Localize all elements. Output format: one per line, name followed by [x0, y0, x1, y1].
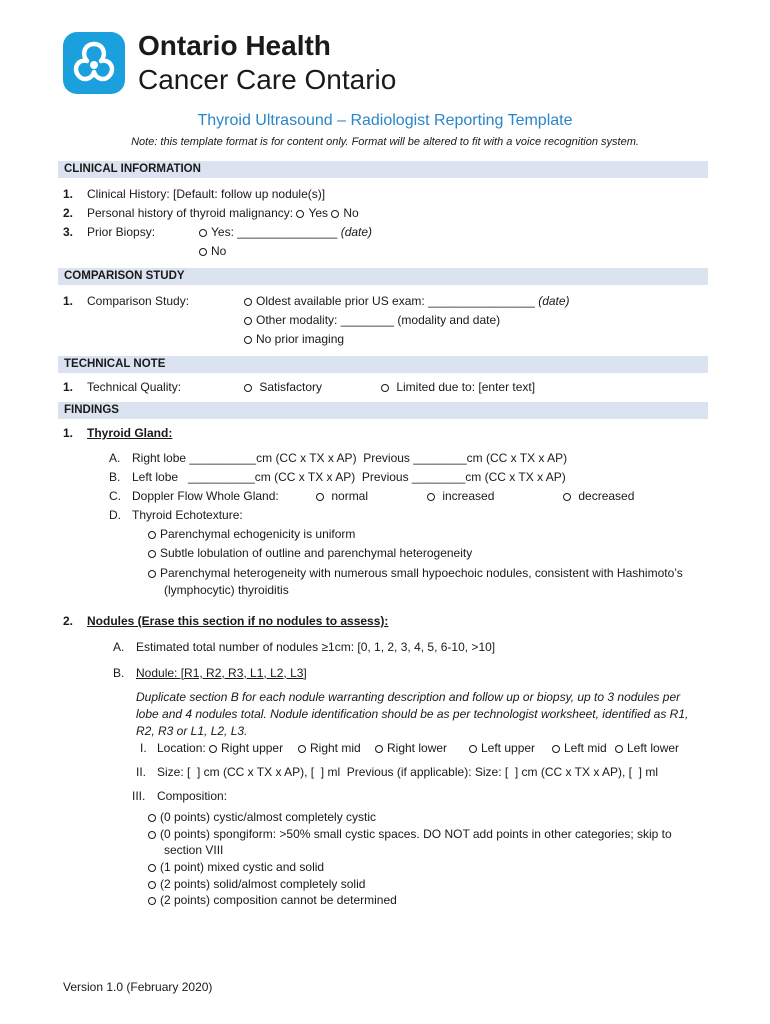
- item-number: 1.: [63, 294, 74, 308]
- radio-circle-icon: [552, 745, 560, 753]
- option-label: increased: [442, 489, 495, 503]
- radio-circle-icon: [148, 531, 156, 539]
- doppler-decreased-option[interactable]: [563, 489, 634, 503]
- sub-letter: C.: [109, 489, 121, 503]
- personal-history-yes-option[interactable]: [296, 206, 328, 220]
- radio-circle-icon: [148, 864, 156, 872]
- right-lobe-measurement: Right lobe __________cm (CC x TX x AP) Previous ________cm (CC x TX x AP): [132, 451, 568, 465]
- option-label: (2 points) composition cannot be determined: [160, 893, 397, 907]
- option-label: Right mid: [310, 741, 361, 755]
- option-label: (0 points) cystic/almost completely cystic: [160, 810, 377, 824]
- option-label: Yes: [308, 206, 329, 220]
- prior-biopsy-yes-option[interactable]: [199, 225, 372, 239]
- radio-circle-icon: [381, 384, 389, 392]
- echotexture-lobulation-option[interactable]: [148, 546, 472, 560]
- doppler-flow-label: Doppler Flow Whole Gland:: [132, 489, 279, 503]
- radio-circle-icon: [148, 550, 156, 558]
- radio-circle-icon: [563, 493, 571, 501]
- technical-limited-option[interactable]: [381, 380, 535, 394]
- radio-circle-icon: [296, 210, 304, 218]
- radio-circle-icon: [244, 384, 252, 392]
- option-label: (2 points) solid/almost completely solid: [160, 877, 366, 891]
- location-left-upper-option[interactable]: [469, 741, 535, 755]
- composition-spongiform-continued: section VIII: [164, 843, 224, 857]
- option-label: Yes: _______________: [211, 225, 338, 239]
- option-label: Right upper: [221, 741, 284, 755]
- nodules-heading: Nodules (Erase this section if no nodules to assess):: [87, 614, 389, 628]
- option-label: Left lower: [627, 741, 680, 755]
- section-findings: FINDINGS: [58, 402, 708, 419]
- composition-undetermined-option[interactable]: [148, 893, 397, 907]
- echotexture-label: Thyroid Echotexture:: [132, 508, 243, 522]
- item-number: 1.: [63, 426, 74, 440]
- composition-cystic-option[interactable]: [148, 810, 376, 824]
- location-right-upper-option[interactable]: [209, 741, 283, 755]
- option-label: Other modality: ________ (modality and date): [256, 313, 501, 327]
- brand-name: Ontario Health: [138, 30, 331, 61]
- nodule-size: Size: [ ] cm (CC x TX x AP), [ ] ml Previous (if applicable): Size: [ ] cm (CC x TX x AP), [ ] ml: [157, 765, 658, 779]
- estimated-nodules: Estimated total number of nodules ≥1cm: [0, 1, 2, 3, 4, 5, 6-10, >10]: [136, 640, 496, 654]
- radio-circle-icon: [244, 317, 252, 325]
- radio-circle-icon: [199, 229, 207, 237]
- radio-circle-icon: [148, 881, 156, 889]
- radio-circle-icon: [469, 745, 477, 753]
- composition-spongiform-option[interactable]: [148, 827, 672, 841]
- version-footer: Version 1.0 (February 2020): [63, 980, 213, 994]
- sub-letter: B.: [109, 470, 121, 484]
- option-label: Subtle lobulation of outline and parenchymal heterogeneity: [160, 546, 473, 560]
- location-row: [157, 741, 283, 755]
- thyroid-gland-heading: Thyroid Gland:: [87, 426, 173, 440]
- location-left-mid-option[interactable]: [552, 741, 607, 755]
- location-right-mid-option[interactable]: [298, 741, 361, 755]
- echotexture-uniform-option[interactable]: [148, 527, 355, 541]
- roman-numeral: II.: [136, 765, 147, 779]
- personal-history-question: [87, 206, 359, 220]
- doppler-normal-option[interactable]: [316, 489, 368, 503]
- echotexture-hashimoto-continued: (lymphocytic) thyroiditis: [164, 583, 289, 597]
- sub-letter: D.: [109, 508, 121, 522]
- option-label: No prior imaging: [256, 332, 345, 346]
- clinical-history: Clinical History: [Default: follow up nodule(s)]: [87, 187, 326, 201]
- item-number: 1.: [63, 187, 74, 201]
- technical-satisfactory-option[interactable]: [244, 380, 322, 394]
- section-comparison-study: COMPARISON STUDY: [58, 268, 708, 285]
- option-label: Left upper: [481, 741, 536, 755]
- option-label: (0 points) spongiform: >50% small cystic spaces. DO NOT add points in other categories; skip to: [160, 827, 672, 841]
- option-label: Satisfactory: [259, 380, 323, 394]
- composition-label: Composition:: [157, 789, 228, 803]
- option-label: (1 point) mixed cystic and solid: [160, 860, 325, 874]
- echotexture-hashimoto-option[interactable]: [148, 566, 683, 580]
- roman-numeral: I.: [140, 741, 147, 755]
- nodule-identifier: Nodule: [R1, R2, R3, L1, L2, L3]: [136, 666, 307, 680]
- section-technical-note: TECHNICAL NOTE: [58, 356, 708, 373]
- personal-history-no-option[interactable]: [331, 206, 358, 220]
- date-hint: (date): [340, 225, 373, 239]
- roman-numeral: III.: [132, 789, 146, 803]
- radio-circle-icon: [244, 336, 252, 344]
- radio-circle-icon: [615, 745, 623, 753]
- section-clinical-information: CLINICAL INFORMATION: [58, 161, 708, 178]
- duplicate-instructions: Duplicate section B for each nodule warranting description and follow up or biopsy, up to 3 nodules per lobe and 4 nodules total. Nodule identification should be as per technologist worksheet, identified as R1, R2, R3 or L1, L2, L3.: [136, 690, 689, 738]
- item-number: 2.: [63, 206, 74, 220]
- left-lobe-measurement: Left lobe __________cm (CC x TX x AP) Previous ________cm (CC x TX x AP): [132, 470, 566, 484]
- sub-letter: B.: [113, 666, 125, 680]
- radio-circle-icon: [209, 745, 217, 753]
- comparison-no-prior-option[interactable]: [244, 332, 344, 346]
- sub-letter: A.: [113, 640, 125, 654]
- radio-circle-icon: [316, 493, 324, 501]
- date-hint: (date): [538, 294, 570, 308]
- option-label: Parenchymal heterogeneity with numerous small hypoechoic nodules, consistent with Hashimoto’s: [160, 566, 683, 580]
- document-title: Thyroid Ultrasound – Radiologist Reporting Template: [197, 112, 573, 129]
- location-left-lower-option[interactable]: [615, 741, 679, 755]
- radio-circle-icon: [148, 831, 156, 839]
- option-label: Parenchymal echogenicity is uniform: [160, 527, 356, 541]
- ontario-trillium-logo-icon: [63, 32, 125, 94]
- radio-circle-icon: [148, 897, 156, 905]
- radio-circle-icon: [148, 814, 156, 822]
- composition-solid-option[interactable]: [148, 877, 365, 891]
- radio-circle-icon: [375, 745, 383, 753]
- sub-letter: A.: [109, 451, 121, 465]
- radio-circle-icon: [244, 298, 252, 306]
- option-label: Oldest available prior US exam: ________________: [256, 294, 535, 308]
- option-label: normal: [331, 489, 369, 503]
- option-label: decreased: [578, 489, 635, 503]
- location-right-lower-option[interactable]: [375, 741, 447, 755]
- location-label: Location:: [157, 741, 206, 755]
- item-number: 3.: [63, 225, 74, 239]
- item-number: 2.: [63, 614, 74, 628]
- option-label: Left mid: [564, 741, 607, 755]
- comparison-other-modality-option[interactable]: [244, 313, 500, 327]
- option-label: Limited due to: [enter text]: [396, 380, 536, 394]
- comparison-study-label: Comparison Study:: [87, 294, 190, 308]
- radio-circle-icon: [427, 493, 435, 501]
- item-number: 1.: [63, 380, 74, 394]
- brand-subname: Cancer Care Ontario: [138, 64, 397, 95]
- radio-circle-icon: [331, 210, 339, 218]
- doppler-increased-option[interactable]: [427, 489, 494, 503]
- technical-quality-label: Technical Quality:: [87, 380, 182, 394]
- personal-history-label: Personal history of thyroid malignancy:: [87, 206, 294, 220]
- option-label: No: [211, 244, 227, 258]
- radio-circle-icon: [298, 745, 306, 753]
- radio-circle-icon: [199, 248, 207, 256]
- format-note: Note: this template format is for content only. Format will be altered to fit with a voice recognition system.: [131, 136, 639, 148]
- prior-biopsy-no-option[interactable]: [199, 244, 226, 258]
- radio-circle-icon: [148, 570, 156, 578]
- option-label: Right lower: [387, 741, 448, 755]
- option-label: No: [343, 206, 359, 220]
- composition-mixed-option[interactable]: [148, 860, 324, 874]
- prior-biopsy-label: Prior Biopsy:: [87, 225, 156, 239]
- comparison-oldest-us-option[interactable]: [244, 294, 570, 308]
